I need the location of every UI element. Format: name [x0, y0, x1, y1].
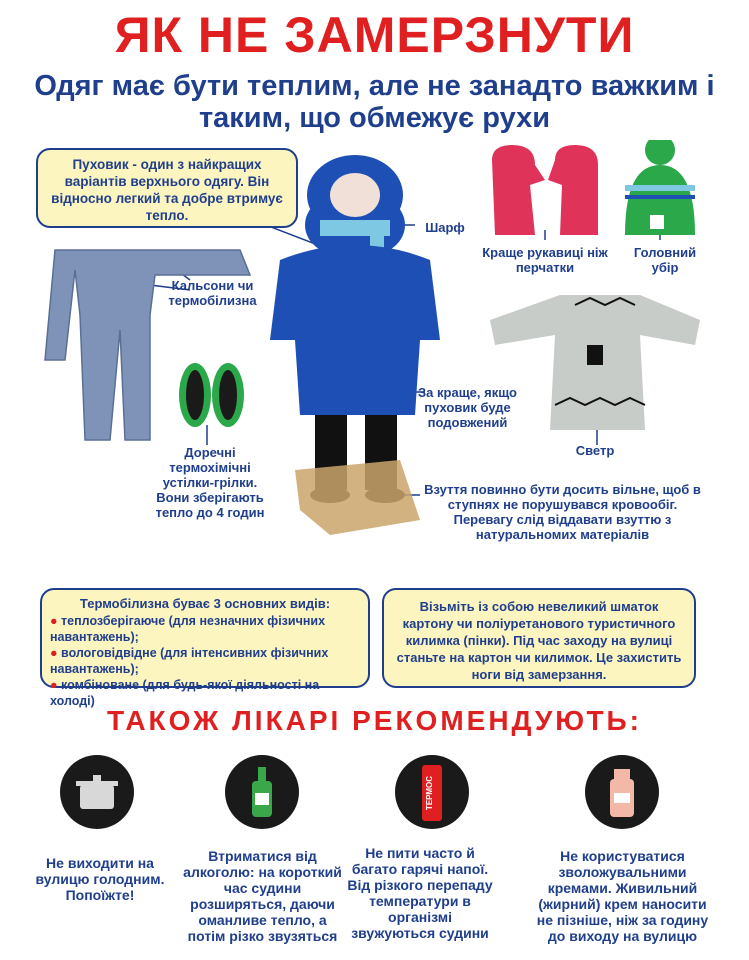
- shoes-label: Взуття повинно бути досить вільне, щоб в ступнях не порушувався кровообіг. Перевагу слід віддавати взуттю з натуральномих матеріалів: [424, 482, 701, 542]
- hat: [625, 140, 695, 235]
- cream-icon: [585, 755, 659, 829]
- long-jacket-label: За краще, якщо пуховик буде подовжений: [418, 385, 517, 430]
- hat-label: Головний убір: [633, 245, 697, 275]
- bullet-icon: ●: [50, 646, 58, 660]
- page-title: ЯК НЕ ЗАМЕРЗНУТИ: [114, 7, 635, 63]
- recommendation-alcohol: Втриматися від алкоголю: на короткий час судини розширяться, даючи оманливе тепло, а потім різко звузяться: [183, 848, 342, 944]
- thermal-type-item: ● теплозберігаюче (для незначних фізичних навантажень);: [50, 614, 326, 644]
- recommendation-creams: Не користуватися зволожувальними кремами. Живильний (жирний) крем наносити не пізніше, ніж за годину до виходу на вулицю: [536, 848, 709, 944]
- thermal-types-callout: [40, 588, 370, 708]
- thermal-type-item: ● комбіноване (для будь-якої діяльності на холоді): [50, 678, 320, 708]
- mittens-label: Краще рукавиці ніж перчатки: [482, 245, 608, 275]
- bullet-icon: ●: [50, 614, 58, 628]
- thermal-type-item: ● вологовідвідне (для інтенсивних фізичних навантажень);: [50, 646, 329, 676]
- sweater-label: Светр: [575, 443, 615, 458]
- thermal-label: Кальсони чи термобілизна: [168, 278, 257, 308]
- thermos-icon: [395, 755, 469, 829]
- scarf-label: Шарф: [425, 220, 465, 235]
- thermal-types-heading: Термобілизна буває 3 основних видів:: [79, 596, 331, 611]
- section-title: ТАКОЖ ЛІКАРІ РЕКОМЕНДУЮТЬ:: [107, 705, 642, 736]
- page-subtitle: Одяг має бути теплим, але не занадто важким і таким, що обмежує рухи: [34, 70, 715, 134]
- bottle-icon: [225, 755, 299, 829]
- cardboard-callout: Візьміть із собою невеликий шматок картону чи поліуретанового туристичного килимка (пінки). Під час заходу на вулиці станьте на картон чи килимок. Це захистить ноги від замерзання.: [382, 588, 696, 688]
- pot-icon: [60, 755, 134, 829]
- thermos-text: ТЕРМОС: [425, 775, 434, 811]
- recommendation-hot-drinks: Не пити часто й багато гарячі напої. Від різкого перепаду температури в організмі звужуються судини: [347, 845, 493, 941]
- bullet-icon: ●: [50, 678, 58, 692]
- puffer-callout: Пуховик - один з найкращих варіантів верхнього одягу. Він відносно легкий та добре втримує тепло.: [36, 148, 298, 228]
- insoles: [179, 363, 244, 427]
- recommendation-food: Не виходити на вулицю голодним. Попоїжте!: [35, 855, 165, 903]
- mittens: [492, 145, 598, 235]
- insoles-label: Доречні термохімічні устілки-грілки. Вони зберігають тепло до 4 годин: [155, 445, 265, 520]
